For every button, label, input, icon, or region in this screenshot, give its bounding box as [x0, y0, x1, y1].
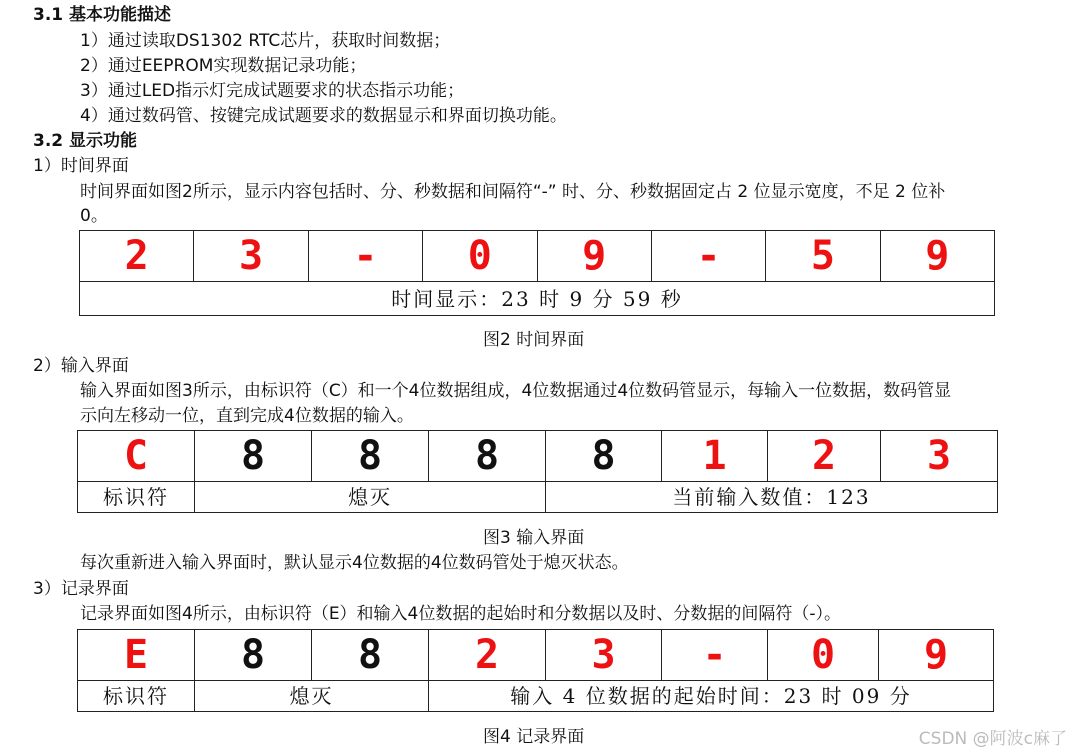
list-item: 4）通过数码管、按键完成试题要求的数据显示和界面切换功能。 [80, 106, 567, 126]
time-ui-desc-cont: 0。 [80, 206, 108, 226]
start-time-label: 输入 4 位数据的起始时间：23 时 09 分 [429, 681, 994, 712]
segment-digit: 8 [312, 431, 429, 482]
section-3-2-title: 3.2 显示功能 [33, 131, 138, 151]
input-ui-note: 每次重新进入输入界面时，默认显示4位数据的4位数码管处于熄灭状态。 [80, 553, 629, 573]
watermark: CSDN @阿波c麻了 [918, 729, 1067, 749]
figure-2-caption: 图2 时间界面 [483, 330, 585, 350]
segment-digit: 9 [879, 630, 994, 681]
time-display-figure [79, 230, 995, 316]
input-display-figure [77, 430, 998, 513]
segment-digit: 8 [312, 630, 429, 681]
segment-digit: 0 [423, 231, 537, 282]
identifier-label: 标识符 [78, 681, 195, 712]
input-ui-heading: 2）输入界面 [33, 356, 129, 376]
record-display-figure [77, 629, 994, 712]
segment-digit: 8 [429, 431, 546, 482]
segment-digit: 3 [881, 431, 998, 482]
segment-digit: 5 [766, 231, 880, 282]
time-ui-desc: 时间界面如图2所示，显示内容包括时、分、秒数据和间隔符“-” 时、分、秒数据固定占 2 位显示宽度，不足 2 位补 [80, 182, 946, 202]
segment-digit: 9 [880, 231, 994, 282]
segment-digit: C [78, 431, 195, 482]
time-ui-heading: 1）时间界面 [33, 156, 129, 176]
off-label: 熄灭 [195, 482, 546, 513]
segment-digit: - [308, 231, 422, 282]
figure-3-caption: 图3 输入界面 [483, 528, 585, 548]
segment-digit: 2 [768, 431, 881, 482]
time-caption: 时间显示：23 时 9 分 59 秒 [80, 282, 995, 316]
section-3-1-title: 3.1 基本功能描述 [33, 5, 172, 25]
segment-digit: 3 [194, 231, 308, 282]
off-label: 熄灭 [195, 681, 429, 712]
segment-digit: 2 [80, 231, 194, 282]
segment-digit: - [651, 231, 765, 282]
input-ui-desc: 输入界面如图3所示，由标识符（C）和一个4位数据组成，4位数据通过4位数码管显示，每输入一位数据，数码管显 [80, 381, 952, 401]
segment-digit: 2 [429, 630, 546, 681]
segment-digit: 8 [195, 630, 312, 681]
identifier-label: 标识符 [78, 482, 195, 513]
segment-digit: 8 [195, 431, 312, 482]
record-ui-desc: 记录界面如图4所示，由标识符（E）和输入4位数据的起始时和分数据以及时、分数据的间隔符（-）。 [80, 604, 842, 624]
list-item: 2）通过EEPROM实现数据记录功能； [80, 56, 367, 76]
segment-digit: 1 [662, 431, 768, 482]
segment-digit: - [662, 630, 768, 681]
segment-digit: 3 [546, 630, 662, 681]
segment-digit: E [78, 630, 195, 681]
segment-digit: 8 [546, 431, 662, 482]
list-item: 3）通过LED指示灯完成试题要求的状态指示功能； [80, 81, 465, 101]
figure-4-caption: 图4 记录界面 [483, 727, 585, 747]
current-value-label: 当前输入数值：123 [546, 482, 998, 513]
input-ui-desc-cont: 示向左移动一位，直到完成4位数据的输入。 [80, 406, 414, 426]
segment-digit: 9 [537, 231, 651, 282]
segment-digit: 0 [768, 630, 879, 681]
record-ui-heading: 3）记录界面 [33, 579, 129, 599]
list-item: 1）通过读取DS1302 RTC芯片，获取时间数据； [80, 31, 451, 51]
